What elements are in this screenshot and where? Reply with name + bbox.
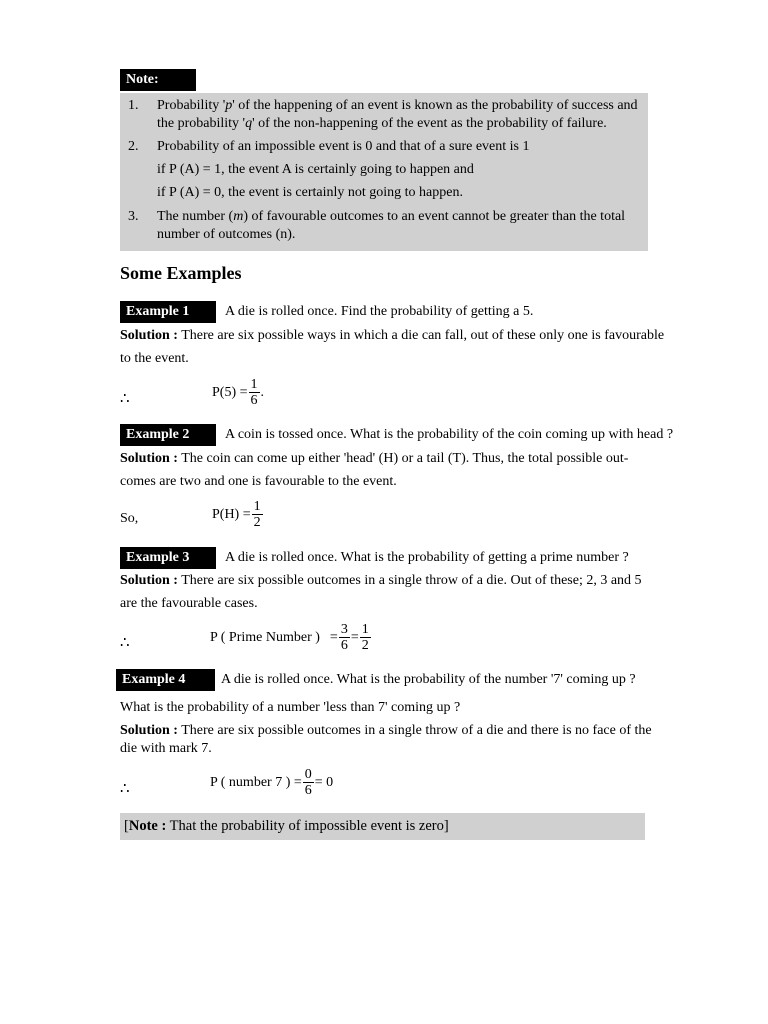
example-2-label: Example 2 [120, 424, 216, 446]
note-item-1 [128, 97, 139, 115]
fraction: $\frac{0}{6}$ [304, 767, 312, 798]
example-4-equation: P ( number 7 ) = $\frac{0}{6}$ = 0 [210, 767, 334, 798]
solution-label: Solution : [120, 451, 178, 466]
example-4-label: Example 4 [116, 669, 215, 691]
note-label: Note: [120, 69, 196, 91]
therefore-symbol: ∴ [120, 391, 130, 407]
fraction: $\frac{1}{6}$ [250, 377, 258, 408]
note-item-3-text: The number (m) of favourable outcomes to an event cannot be greater than the total number of outcomes (n). [157, 209, 626, 242]
note-item-1-text: Probability 'p' of the happening of an event is known as the probability of success and the probability 'q' of the non-happening of the event as the probability of failure. [157, 98, 638, 131]
bottom-note: [Note : That the probability of impossible event is zero] [124, 818, 449, 834]
note-item-number: 3. [128, 209, 139, 224]
note-item-number: 1. [128, 98, 139, 113]
fraction: $\frac{3}{6}$ [340, 622, 348, 653]
therefore-symbol: ∴ [120, 781, 130, 797]
example-4-question-2: What is the probability of a number 'less than 7' coming up ? [120, 700, 461, 715]
fraction: $\frac{1}{2}$ [361, 622, 369, 653]
fraction: $\frac{1}{2}$ [253, 499, 261, 530]
therefore-symbol: ∴ [120, 635, 130, 651]
example-2-solution: Solution : The coin can come up either 'head' (H) or a tail (T). Thus, the total possible out- comes are two and one is favourable to the event. [120, 451, 629, 489]
example-4-question: A die is rolled once. What is the probability of the number '7' coming up ? [221, 672, 636, 687]
example-3-solution: Solution : There are six possible outcomes in a single throw of a die. Out of these; 2, 3 and 5 are the favourable cases. [120, 573, 642, 611]
example-3-question: A die is rolled once. What is the probability of getting a prime number ? [225, 550, 629, 565]
example-4-solution: Solution : There are six possible outcomes in a single throw of a die and there is no face of the die with mark 7. [120, 723, 652, 756]
note-item-2-text: Probability of an impossible event is 0 and that of a sure event is 1 if P (A) = 1, the event A is certainly going to happen and if P (A) = 0, the event is certainly not going to happen. [157, 139, 530, 200]
example-3-equation: P ( Prime Number ) = $\frac{3}{6}$ = $\frac{1}{2}$ [210, 622, 369, 653]
section-title: Some Examples [120, 263, 242, 283]
example-1-solution: Solution : There are six possible ways in which a die can fall, out of these only one is favourable to the event. [120, 328, 665, 366]
solution-label: Solution : [120, 723, 178, 738]
note-item-3 [128, 208, 139, 226]
example-2-question: A coin is tossed once. What is the probability of the coin coming up with head ? [225, 427, 674, 442]
example-2-equation: P(H) = $\frac{1}{2}$ [212, 499, 261, 530]
solution-label: Solution : [120, 328, 178, 343]
so-label: So, [120, 511, 139, 526]
note-item-number: 2. [128, 139, 139, 154]
solution-label: Solution : [120, 573, 178, 588]
note-item-2 [128, 138, 139, 156]
example-3-label: Example 3 [120, 547, 216, 569]
example-1-question: A die is rolled once. Find the probability of getting a 5. [225, 304, 534, 319]
example-1-label: Example 1 [120, 301, 216, 323]
example-1-equation: P(5) = $\frac{1}{6}$ . [212, 377, 265, 408]
